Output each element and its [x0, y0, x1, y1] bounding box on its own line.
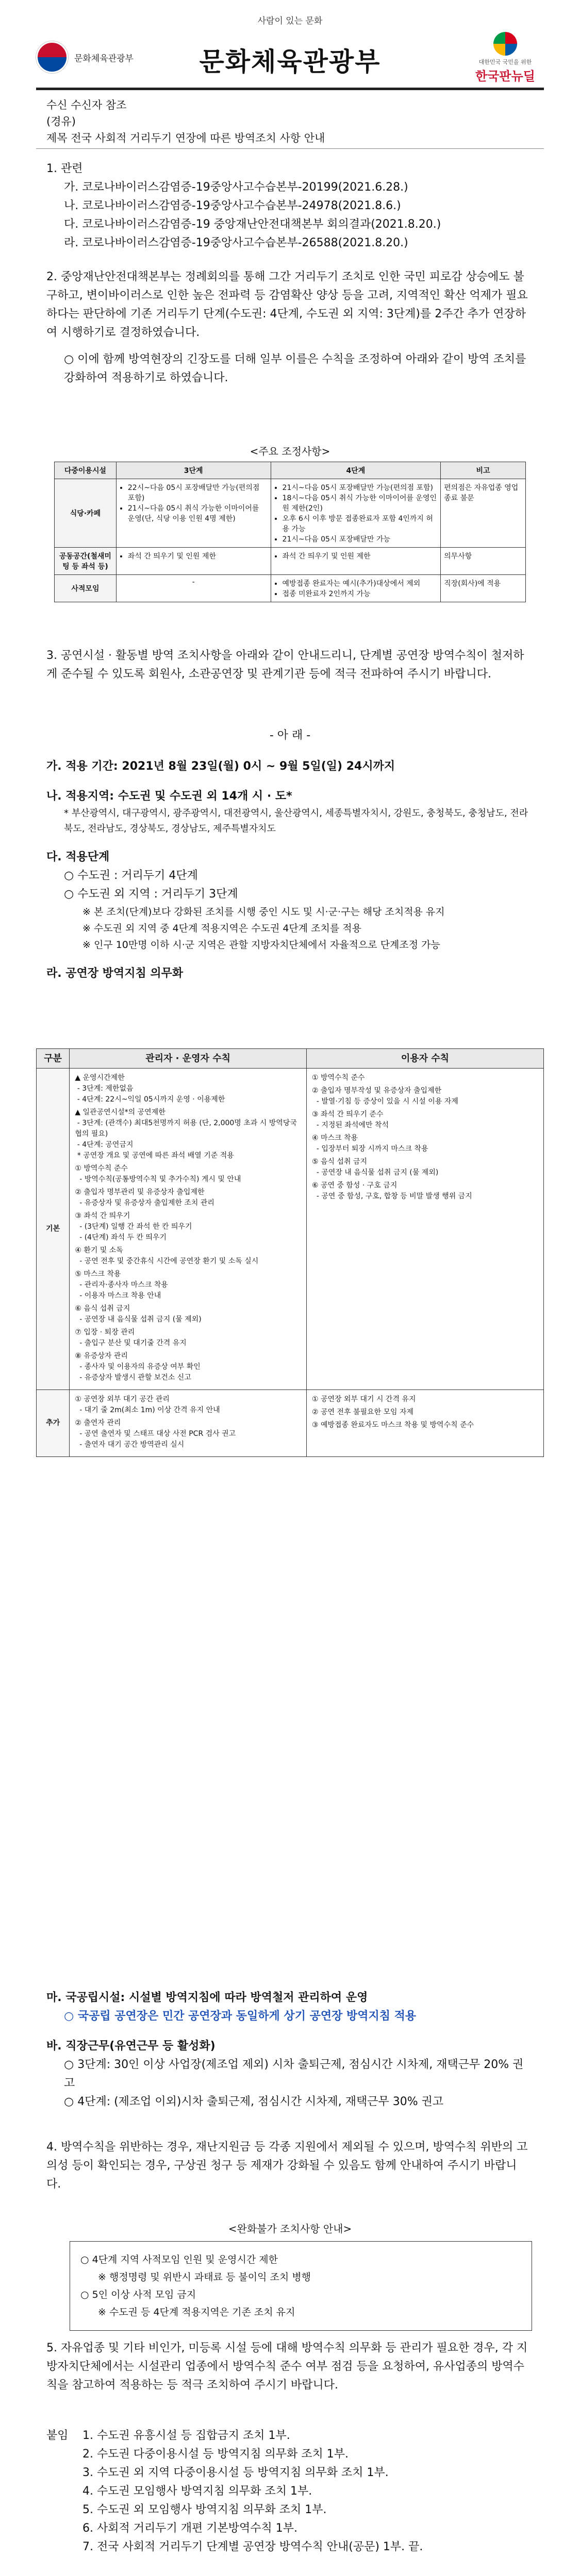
section-3	[46, 647, 531, 684]
stage-note: ※ 수도권 외 지역 중 4단계 적용지역은 수도권 4단계 조치를 적용	[82, 923, 361, 934]
attachment-item: 1. 수도권 유흥시설 등 집합금지 조치 1부.	[82, 2429, 290, 2442]
duty-block: ⑤ 음식 섭취 금지 - 공연장 내 음식물 섭취 금지 (물 제외)	[311, 1158, 439, 1177]
ref-item: 가. 코로나바이러스감염증-19중앙사고수습본부-20199(2021.6.28.)	[64, 181, 408, 194]
list-item: • 좌석 간 띄우기 및 인원 제한	[283, 551, 438, 561]
new-deal-icon	[493, 32, 517, 56]
duty-table	[36, 1048, 544, 1457]
category-cell: 추가	[37, 1390, 70, 1457]
duty-block: ① 공연장 외부 대기 시 간격 유지	[311, 1395, 416, 1403]
relief-caption: <완화불가 조치사항 안내>	[228, 2223, 352, 2235]
stage3-cell	[116, 548, 271, 575]
duty-block: ① 방역수칙 준수 - 방역수칙(공통방역수칙 및 추가수칙) 게시 및 안내	[75, 1164, 241, 1183]
table-header-cell: 3단계	[116, 462, 271, 479]
stage4-cell	[271, 575, 441, 602]
section-2	[46, 268, 531, 387]
stage3-cell: -	[116, 575, 271, 602]
duty-block: ② 출연자 관리 - 공연 출연자 및 스태프 대상 사전 PCR 검사 권고 - 출연자 대기 공간 방역관리 실시	[75, 1419, 236, 1449]
item-ma	[46, 1989, 531, 2111]
section-4	[46, 2138, 531, 2194]
section-4-para: 4. 방역수칙을 위반하는 경우, 재난지원금 등 각종 지원에서 제외될 수 있으며, 방역수칙 위반의 고의성 등이 확인되는 경우, 구상권 청구 등 제재가 강화될 수 있음도 함께 안내하여 주시기 바랍니다.	[46, 2141, 528, 2191]
note-cell: 의무사항	[441, 548, 526, 575]
stage-note: ※ 인구 10만명 이하 시·군 지역은 관할 지방자치단체에서 자율적으로 단계조정 가능	[82, 939, 440, 951]
ref-item: 나. 코로나바이러스감염증-19중앙사고수습본부-24978(2021.8.6.)	[64, 199, 401, 212]
top-slogan: 사람이 있는 문화	[257, 16, 323, 26]
item-ba-title: 바. 직장근무(유연근무 등 활성화)	[46, 2040, 216, 2053]
table-header-cell: 관리자 · 운영자 수칙	[70, 1049, 307, 1069]
duty-block: ② 출입자 명부작성 및 유증상자 출입제한 - 발열·기침 등 증상이 있을 시 시설 이용 자제	[311, 1087, 458, 1106]
stage3-cell	[116, 479, 271, 548]
subject-rule	[36, 148, 544, 149]
list-item: • 18시~다음 05시 취식 가능한 이마이어를 운영인원 제한(2인)	[283, 493, 438, 513]
attachments-label: 붙임	[46, 2429, 69, 2442]
table-header-row	[55, 462, 526, 479]
list-item: • 좌석 간 띄우기 및 인원 제한	[128, 551, 268, 561]
duty-block: ④ 마스크 착용 - 입장부터 퇴장 시까지 마스크 착용	[311, 1134, 428, 1153]
table-header-row	[37, 1049, 544, 1069]
manager-duties	[70, 1390, 307, 1457]
list-item: • 오후 6시 이후 방문 접종완료자 포함 4인까지 허용 가능	[283, 513, 438, 534]
table-row	[55, 479, 526, 548]
relief-line: ※ 수도권 등 4단계 적용지역은 기존 조치 유지	[98, 2307, 295, 2318]
attachment-item: 3. 수도권 외 지역 다중이용시설 등 방역지침 의무화 조치 1부.	[82, 2466, 389, 2479]
header-rule	[36, 88, 544, 90]
section-1-title: 1. 관련	[46, 162, 83, 175]
stage-note: ※ 본 조치(단계)보다 강화된 조치를 시행 중인 시도 및 시·군·구는 해당 조치적용 유지	[82, 906, 445, 918]
list-item: • 21시~다음 05시 포장배달만 가능(편의점 포함)	[283, 482, 438, 493]
section-2-sub: ○ 이에 함께 방역현장의 긴장도를 더해 일부 이를은 수칙을 조정하여 아래와 같이 방역 조치를 강화하여 적용하기로 하였습니다.	[64, 353, 526, 384]
facility-name: 식당·카페	[55, 479, 117, 548]
duty-block: ③ 좌석 간 띄우기 준수 - 지정된 좌석에만 착석	[311, 1110, 389, 1129]
user-duties	[306, 1390, 543, 1457]
item-ma-sub: ○ 국공립 공연장은 민간 공연장과 동일하게 상기 공연장 방역지침 적용	[64, 2010, 417, 2023]
duty-block: ⑧ 유증상자 관리 - 종사자 및 이용자의 유증상 여부 확인 - 유증상자 발생시 관할 보건소 신고	[75, 1352, 201, 1382]
list-item: • 21시~다음 05시 취식 가능한 이마이어를 운영(단, 식당 이용 인원 4명 제한)	[128, 503, 268, 523]
note-cell: 직장(회사)에 적용	[441, 575, 526, 602]
region-note: * 부산광역시, 대구광역시, 광주광역시, 대전광역시, 울산광역시, 세종특별자치시, 강원도, 충청북도, 충청남도, 전라북도, 전라남도, 경상북도, 경상남도, 제주특별자치도	[64, 808, 528, 834]
duty-block: ▲ 일관공연시설*의 공연제한 - 3단계: (관객수) 최대5천명까지 허용 (단, 2,000명 초과 시 방역당국 협의 필요) - 4단계: 공연금지 * 공연장 개요 및 공연에 따른 좌석 배열 기준 적용	[75, 1108, 297, 1160]
duty-block: ① 방역수칙 준수	[311, 1074, 365, 1082]
duty-block: ② 출입자 명부관리 및 유증상자 출입제한 - 유증상자 및 유증상자 출입제한 조치 관리	[75, 1188, 214, 1207]
recipient-line: 수신 수신자 참조	[46, 99, 127, 111]
table-header-cell: 4단계	[271, 462, 441, 479]
relief-box	[70, 2241, 532, 2331]
ministry-title: 문화체육관광부	[199, 47, 381, 77]
stage4-cell	[271, 479, 441, 548]
apply-stage-title: 다. 적용단계	[46, 851, 110, 863]
attachment-item: 2. 수도권 다중이용시설 등 방역지침 의무화 조치 1부.	[82, 2448, 349, 2461]
section-5-para: 5. 자유업종 및 기타 비인가, 미등록 시설 등에 대해 방역수칙 의무화 등 관리가 필요한 경우, 각 지방자치단체에서는 시설관리 업종에서 방역수칙 준수 여부 점검 등을 요청하여, 유사업종의 방역수칙을 참고하여 적용하는 등 적극 조치하여 주시기 바랍니다.	[46, 2342, 528, 2392]
duty-block: ④ 환기 및 소독 - 공연 전후 및 중간휴식 시간에 공연장 환기 및 소독 실시	[75, 1246, 259, 1265]
relief-line: ※ 행정명령 및 위반시 과태료 등 불이익 조치 병행	[98, 2272, 311, 2283]
facility-name: 사적모임	[55, 575, 117, 602]
duty-block: ② 공연 전후 불필요한 모임 자제	[311, 1408, 414, 1416]
duty-block: ③ 예방접종 완료자도 마스크 착용 및 방역수칙 준수	[311, 1421, 474, 1429]
section-3-para: 3. 공연시설 · 활동별 방역 조치사항을 아래와 같이 안내드리니, 단계별 공연장 방역수칙이 철저하게 준수될 수 있도록 회원사, 소관공연장 및 관계기관 등에 적극 전파하여 주시기 바랍니다.	[46, 649, 524, 681]
table-row	[55, 575, 526, 602]
logo-text: 문화체육관광부	[74, 53, 134, 63]
category-cell: 기본	[37, 1069, 70, 1390]
attachment-item: 4. 수도권 모임행사 방역지침 의무화 조치 1부.	[82, 2485, 312, 2498]
duty-title: 라. 공연장 방역지침 의무화	[46, 967, 184, 980]
duty-block: ① 공연장 외부 대기 공간 관리 - 대기 줄 2m(최소 1m) 이상 간격 유지 안내	[75, 1395, 220, 1414]
item-ga	[46, 757, 531, 983]
list-item: • 접종 미완료자 2인까지 가능	[283, 588, 438, 599]
attachment-item: 7. 전국 사회적 거리두기 단계별 공연장 방역수칙 안내(공문) 1부. 끝.	[82, 2540, 423, 2553]
adjust-table-caption: <주요 조정사항>	[250, 445, 330, 457]
table-header-cell: 비고	[441, 462, 526, 479]
work-item: ○ 4단계: (제조업 이외)시차 출퇴근제, 점심시간 시차제, 재택근무 30% 권고	[64, 2095, 444, 2108]
work-item: ○ 3단계: 30인 이상 사업장(제조업 제외) 시차 출퇴근제, 점심시간 시차제, 재택근무 20% 권고	[64, 2058, 524, 2090]
manager-duties	[70, 1069, 307, 1390]
section-5	[46, 2339, 531, 2395]
ref-item: 라. 코로나바이러스감염증-19중앙사고수습본부-26588(2021.8.20.)	[64, 236, 408, 249]
attachment-item: 5. 수도권 외 모임행사 방역지침 의무화 조치 1부.	[82, 2503, 327, 2516]
table-row	[37, 1390, 544, 1457]
duty-block: ▲ 운영시간제한 - 3단계: 제한없음 - 4단계: 22시~익일 05시까지 운영 · 이용제한	[75, 1074, 225, 1104]
duty-block: ③ 좌석 간 띄우기 - (3단계) 일행 간 좌석 한 칸 띄우기 - (4단계) 좌석 두 칸 띄우기	[75, 1212, 192, 1242]
new-deal-brand: 한국판뉴딜	[475, 70, 535, 83]
table-row	[37, 1069, 544, 1390]
list-item: • 예방접종 완료자는 예시(추가)대상에서 제외	[283, 578, 438, 588]
new-deal-tagline: 대한민국 국민을 위한	[478, 59, 532, 65]
item-ma-title: 마. 국공립시설: 시설별 방역지침에 따라 방역철저 관리하여 운영	[46, 1991, 368, 2004]
stage-item: ○ 수도권 외 지역 : 거리두기 3단계	[64, 888, 238, 901]
section-1	[46, 160, 531, 252]
list-item: • 21시~다음 05시 포장배달만 가능	[283, 534, 438, 544]
duty-block: ⑦ 입장 · 퇴장 관리 - 출입구 분산 및 대기줄 간격 유지	[75, 1328, 187, 1347]
relief-line: ○ 4단계 지역 사적모임 인원 및 운영시간 제한	[80, 2254, 278, 2265]
new-deal-logo	[467, 32, 544, 84]
table-row	[55, 548, 526, 575]
adjustment-table	[54, 462, 526, 602]
table-header-cell: 다중이용시설	[55, 462, 117, 479]
apply-period: 가. 적용 기간: 2021년 8월 23일(월) 0시 ~ 9월 5일(일) 24시까지	[46, 760, 395, 773]
subject-line: 제목 전국 사회적 거리두기 연장에 따른 방역조치 사항 안내	[46, 132, 325, 144]
attachment-item: 6. 사회적 거리두기 개편 기본방역수칙 1부.	[82, 2522, 297, 2535]
facility-name: 공동공간(철새미팅 등 좌석 등)	[55, 548, 117, 575]
duty-block: ⑥ 공연 중 함성 · 구호 금지 - 공연 중 함성, 구호, 합창 등 비말 발생 행위 금지	[311, 1181, 472, 1200]
note-cell: 편의점은 자유업종 영업종료 불문	[441, 479, 526, 548]
stage-item: ○ 수도권 : 거리두기 4단계	[64, 869, 198, 882]
ref-item: 다. 코로나바이러스감염증-19 중앙재난안전대책본부 회의결과(2021.8.20.)	[64, 218, 441, 231]
duty-block: ⑤ 마스크 착용 - 관리자·종사자 마스크 착용 - 이용자 마스크 착용 안내	[75, 1270, 168, 1300]
list-item: • 22시~다음 05시 포장배달만 가능(편의점 포함)	[128, 482, 268, 503]
attachments	[46, 2427, 531, 2556]
via-line: (경유)	[46, 115, 76, 128]
relief-line: ○ 5인 이상 사적 모임 금지	[80, 2289, 196, 2300]
apply-region: 나. 적용지역: 수도권 및 수도권 외 14개 시 · 도*	[46, 790, 292, 803]
table-header-cell: 구분	[37, 1049, 70, 1069]
below-marker: - 아 래 -	[269, 729, 311, 742]
table-header-cell: 이용자 수칙	[306, 1049, 543, 1069]
user-duties	[306, 1069, 543, 1390]
stage4-cell	[271, 548, 441, 575]
section-2-para: 2. 중앙재난안전대책본부는 정례회의를 통해 그간 거리두기 조치로 인한 국민 피로감 상승에도 불구하고, 변이바이러스로 인한 높은 전파력 등 감염확산 양상 등을 고려, 지역적인 확산 억제가 필요하다는 판단하에 기존 거리두기 단계(수도권: 4단계, 수도권 외 지역: 3단계)를 2주간 추가 연장하여 시행하기로 결정하였습니다.	[46, 270, 528, 339]
duty-block: ⑥ 음식 섭취 금지 - 공연장 내 음식물 섭취 금지 (물 제외)	[75, 1304, 202, 1324]
